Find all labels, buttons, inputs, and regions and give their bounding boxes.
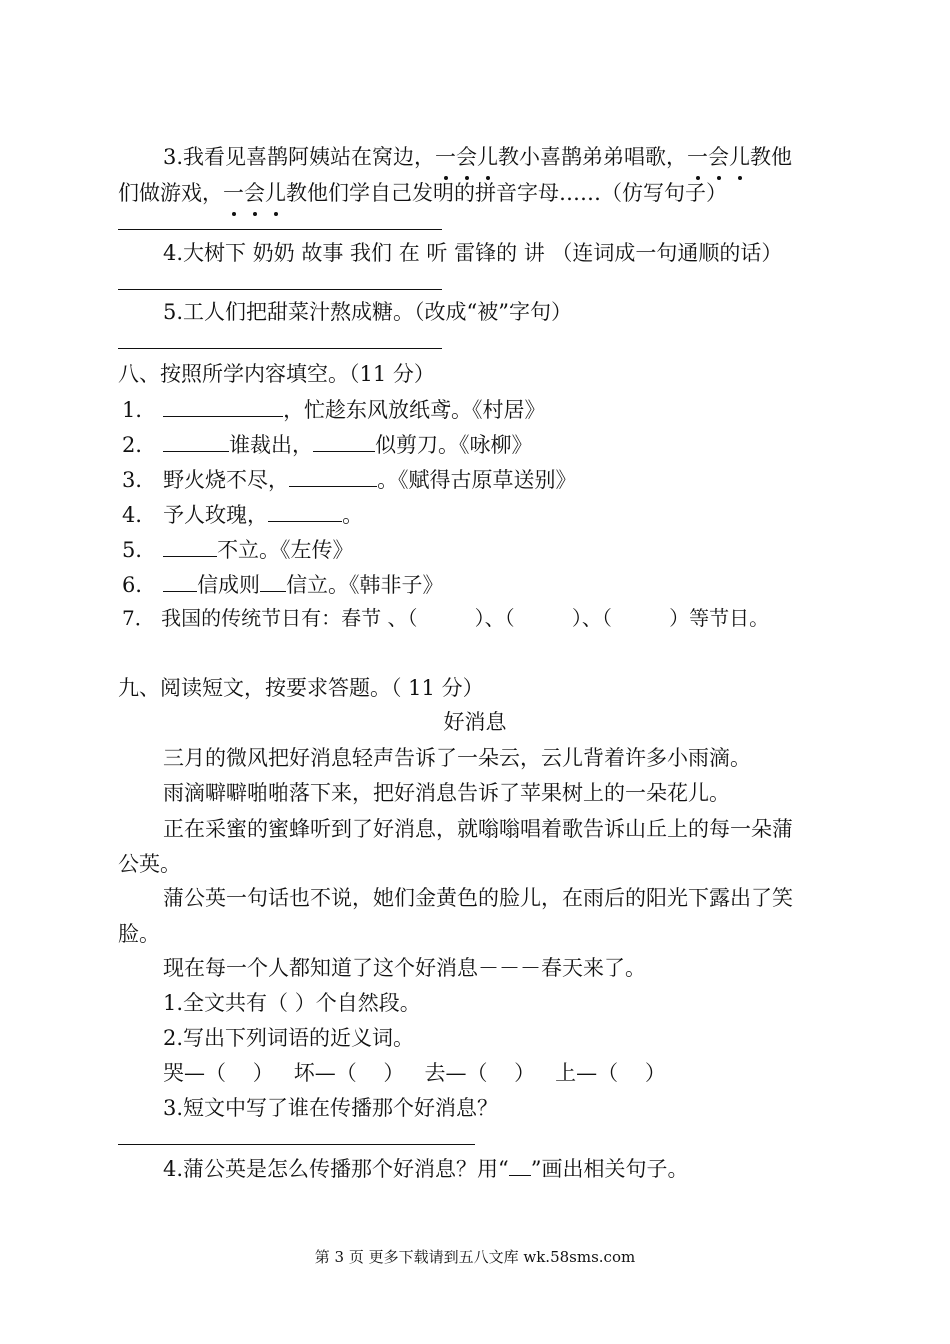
q7-item5: 5.工人们把甜菜汁熬成糖。（改成“被”字句） bbox=[163, 300, 573, 324]
item-number: 7． bbox=[122, 606, 155, 630]
question-3: 3.短文中写了谁在传播那个好消息？ bbox=[163, 1096, 499, 1120]
emphasis-dot-char: 儿 bbox=[729, 145, 751, 169]
item-text: ，忙趁东风放纸鸢。《村居》 bbox=[283, 398, 546, 422]
text-seg: 教他们学自己发明的拼音字母……（仿写句子） bbox=[286, 181, 727, 205]
item-text: 。 bbox=[342, 503, 364, 527]
question-text: 4.蒲公英是怎么传播那个好消息？用“ bbox=[163, 1157, 509, 1181]
section8-item-2 bbox=[122, 429, 533, 459]
item-number: 5． bbox=[122, 538, 157, 562]
passage-paragraph-cont: 脸。 bbox=[118, 922, 160, 946]
item-text: 野火烧不尽， bbox=[163, 468, 290, 492]
passage-paragraph: 蒲公英一句话也不说，她们金黄色的脸儿，在雨后的阳光下露出了笑 bbox=[163, 886, 793, 910]
item-text: 信立。《韩非子》 bbox=[286, 573, 444, 597]
item-text: 我国的传统节日有：春节 、（ ）、（ ）、（ ）等节日。 bbox=[161, 606, 770, 630]
item-number: 1． bbox=[122, 398, 157, 422]
answer-line[interactable] bbox=[118, 289, 442, 290]
text-seg: 3.我看见喜鹊阿姨站在窝边， bbox=[163, 145, 436, 169]
section8-item-5 bbox=[122, 534, 354, 564]
item-number: 2． bbox=[122, 433, 157, 457]
emphasis-dot-char: 会 bbox=[708, 145, 730, 169]
section8-item-4 bbox=[122, 499, 363, 529]
fill-blank[interactable] bbox=[313, 429, 375, 452]
page-footer: 第 3 页 更多下载请到五八文库 wk.58sms.com bbox=[314, 1248, 636, 1266]
item-number: 4． bbox=[122, 503, 157, 527]
fill-blank[interactable] bbox=[163, 534, 217, 557]
emphasis-dot-char: 会 bbox=[244, 181, 265, 205]
section9-heading: 九、阅读短文，按要求答题。（ 11 分） bbox=[118, 676, 484, 700]
text-seg: 们做游戏， bbox=[118, 181, 223, 205]
passage-paragraph: 雨滴噼噼啪啪落下来，把好消息告诉了苹果树上的一朵花儿。 bbox=[163, 781, 730, 805]
text-seg: 教小喜鹊弟弟唱歌， bbox=[498, 145, 688, 169]
item-number: 6． bbox=[122, 573, 157, 597]
item-text: 予人玫瑰， bbox=[163, 503, 269, 527]
emphasis-dot-char: 一 bbox=[435, 145, 457, 169]
section8-item-7 bbox=[122, 604, 769, 632]
item-text: 信成则 bbox=[197, 573, 261, 597]
answer-line[interactable] bbox=[118, 229, 442, 230]
q7-item4: 4.大树下 奶奶 故事 我们 在 听 雷锋的 讲 （连词成一句通顺的话） bbox=[163, 241, 783, 265]
question-2-words: 哭—（ ） 坏—（ ） 去—（ ） 上—（ ） bbox=[163, 1061, 666, 1085]
fill-blank[interactable] bbox=[260, 569, 286, 592]
emphasis-dot-char: 儿 bbox=[477, 145, 499, 169]
question-text: ”画出相关句子。 bbox=[530, 1157, 689, 1181]
emphasis-dot-char: 一 bbox=[223, 181, 244, 205]
fill-blank[interactable] bbox=[163, 429, 229, 452]
section8-item-1 bbox=[122, 394, 546, 424]
fill-blank[interactable] bbox=[163, 394, 283, 417]
section8-item-3 bbox=[122, 464, 577, 494]
passage-paragraph: 现在每一个人都知道了这个好消息－－－春天来了。 bbox=[163, 956, 646, 980]
passage-paragraph: 正在采蜜的蜜蜂听到了好消息，就嗡嗡唱着歌告诉山丘上的每一朵蒲 bbox=[163, 817, 793, 841]
q7-item3-line1 bbox=[163, 143, 792, 171]
item-text: 。《赋得古原草送别》 bbox=[377, 468, 577, 492]
question-4 bbox=[163, 1155, 689, 1183]
q7-item3-line2 bbox=[118, 179, 727, 207]
emphasis-dot-char: 一 bbox=[687, 145, 709, 169]
passage-paragraph: 三月的微风把好消息轻声告诉了一朵云，云儿背着许多小雨滴。 bbox=[163, 746, 751, 770]
fill-blank[interactable] bbox=[289, 464, 377, 487]
item-text: 不立。《左传》 bbox=[217, 538, 354, 562]
question-1: 1.全文共有（ ）个自然段。 bbox=[163, 991, 421, 1015]
underline-mark bbox=[509, 1157, 531, 1176]
section8-heading: 八、按照所学内容填空。（11 分） bbox=[118, 362, 435, 386]
item-text: 似剪刀。《咏柳》 bbox=[375, 433, 533, 457]
emphasis-dot-char: 儿 bbox=[265, 181, 286, 205]
answer-line[interactable] bbox=[118, 1144, 475, 1145]
question-2: 2.写出下列词语的近义词。 bbox=[163, 1026, 415, 1050]
passage-paragraph-cont: 公英。 bbox=[118, 852, 181, 876]
answer-line[interactable] bbox=[118, 348, 442, 349]
section8-item-6 bbox=[122, 569, 444, 599]
text-seg: 教他 bbox=[750, 145, 793, 169]
emphasis-dot-char: 会 bbox=[456, 145, 478, 169]
fill-blank[interactable] bbox=[163, 569, 197, 592]
fill-blank[interactable] bbox=[268, 499, 342, 522]
passage-title: 好消息 bbox=[443, 710, 507, 734]
item-text: 谁裁出， bbox=[229, 433, 314, 457]
item-number: 3． bbox=[122, 468, 157, 492]
